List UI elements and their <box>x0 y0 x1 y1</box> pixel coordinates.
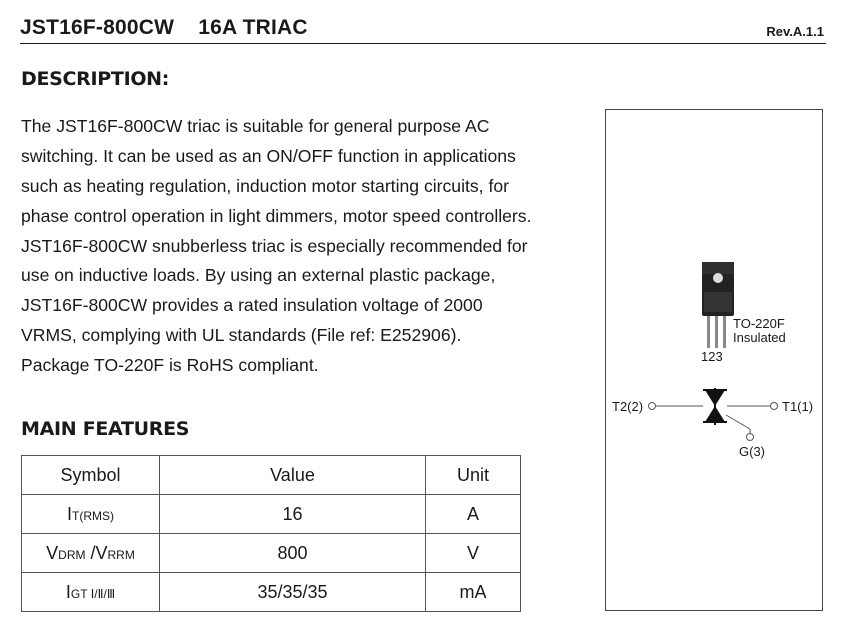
package-note: Insulated <box>733 330 786 345</box>
gate-label: G(3) <box>739 444 765 459</box>
description-line: JST16F-800CW snubberless triac is especially recommended for <box>21 235 528 256</box>
triac-body-icon <box>703 388 727 425</box>
document-header <box>20 13 826 44</box>
package-diagram <box>606 110 824 612</box>
value-cell: 35/35/35 <box>160 573 426 612</box>
description-line: phase control operation in light dimmers, motor speed controllers. <box>21 205 532 226</box>
description-body <box>21 112 611 381</box>
value-cell: 800 <box>160 534 426 573</box>
symbol-cell: IT(RMS) <box>22 495 160 534</box>
to220f-package-icon <box>702 262 734 348</box>
revision-label: Rev.A.1.1 <box>766 24 824 39</box>
table-row <box>22 534 521 573</box>
pin-numbers: 123 <box>701 349 723 364</box>
symbol-cell: IGT Ⅰ/Ⅱ/Ⅲ <box>22 573 160 612</box>
value-cell: 16 <box>160 495 426 534</box>
terminal-t1-label: T1(1) <box>782 399 814 414</box>
table-header-row <box>22 456 521 495</box>
terminal-t2-label: T2(2) <box>612 399 644 414</box>
description-line: use on inductive loads. By using an external plastic package, <box>21 265 496 286</box>
description-line: VRMS, complying with UL standards (File ref: E252906). <box>21 325 462 346</box>
table-row <box>22 495 521 534</box>
column-header-value: Value <box>160 456 426 495</box>
document-title: JST16F-800CW 16A TRIAC <box>20 16 308 39</box>
description-line: JST16F-800CW provides a rated insulation voltage of 2000 <box>21 295 483 316</box>
description-line: Package TO-220F is RoHS compliant. <box>21 355 319 376</box>
description-line: switching. It can be used as an ON/OFF function in applications <box>21 145 516 166</box>
features-heading: MAIN FEATURES <box>21 418 190 440</box>
description-line: The JST16F-800CW triac is suitable for general purpose AC <box>21 116 490 136</box>
package-name: TO-220F <box>733 316 785 331</box>
unit-cell: mA <box>426 573 521 612</box>
column-header-unit: Unit <box>426 456 521 495</box>
symbol-cell: VDRM /VRRM <box>22 534 160 573</box>
unit-cell: A <box>426 495 521 534</box>
table-row <box>22 573 521 612</box>
package-figure <box>605 109 823 611</box>
description-line: such as heating regulation, induction motor starting circuits, for <box>21 175 509 196</box>
features-table <box>21 455 521 612</box>
description-heading: DESCRIPTION: <box>21 68 170 90</box>
unit-cell: V <box>426 534 521 573</box>
column-header-symbol: Symbol <box>22 456 160 495</box>
